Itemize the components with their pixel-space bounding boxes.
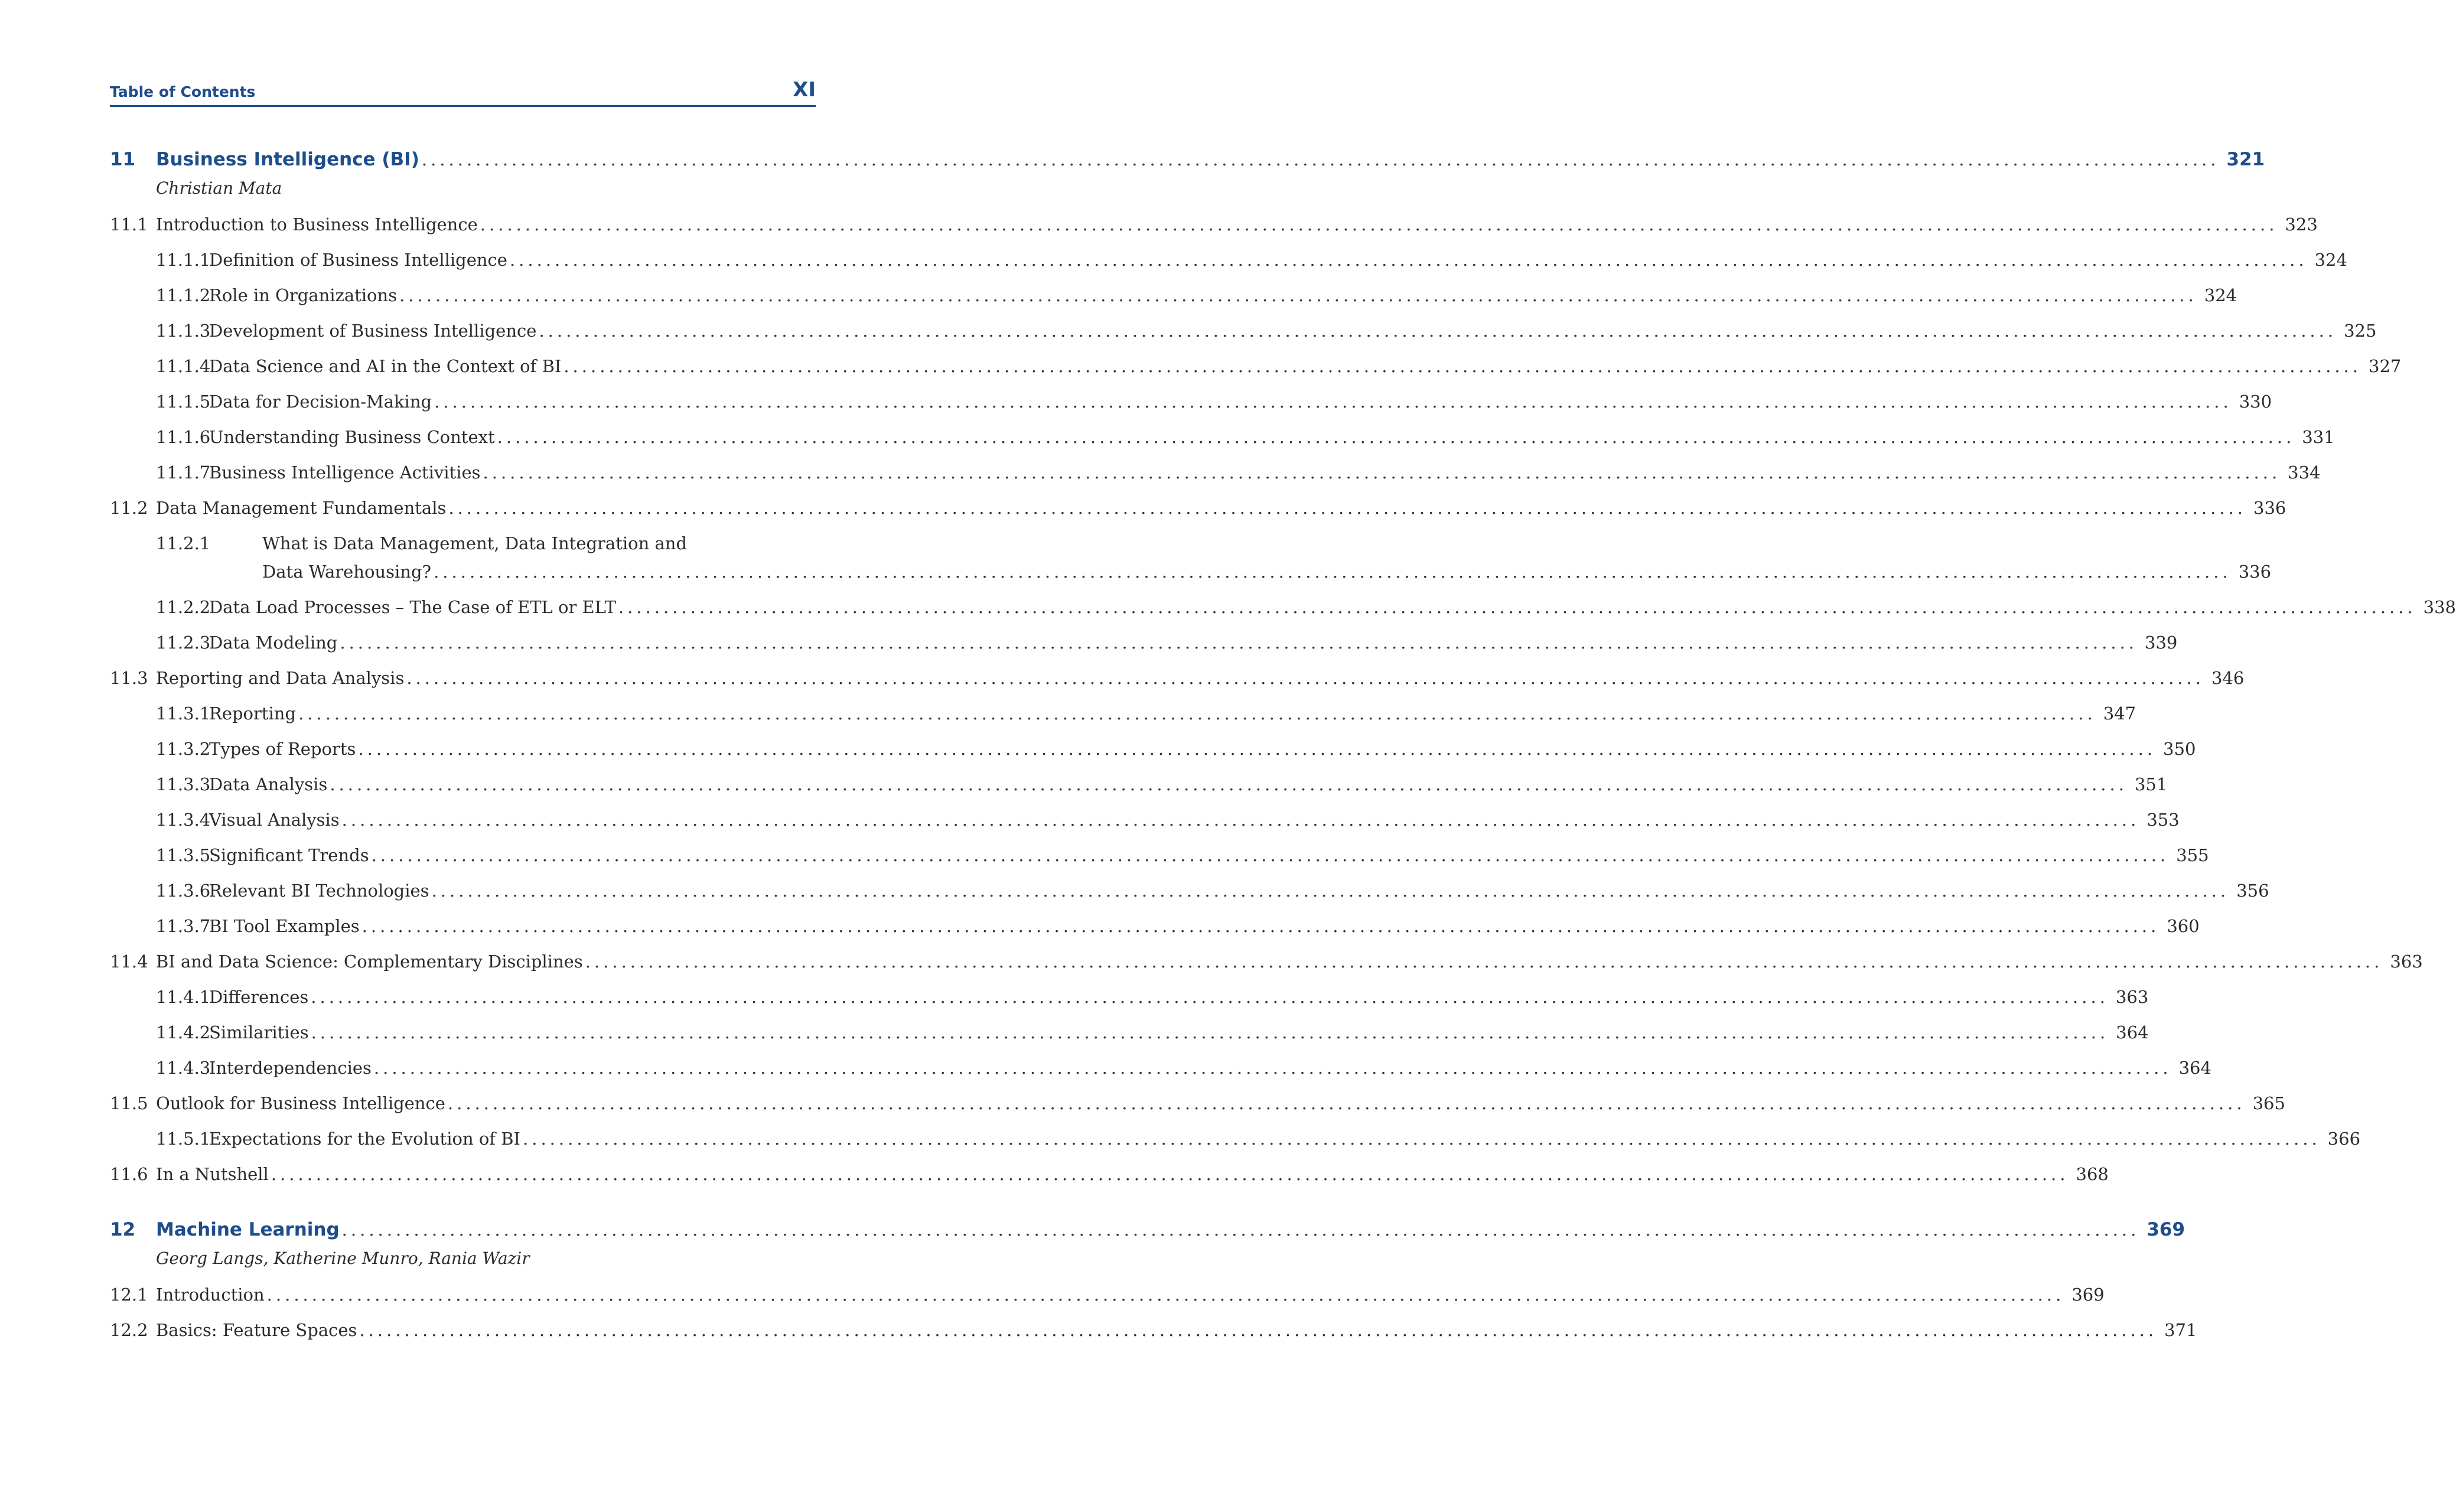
section-title: Data Management Fundamentals xyxy=(156,498,447,518)
section-page-number: 363 xyxy=(2390,951,2423,972)
toc-section-entry[interactable] xyxy=(110,490,2286,526)
section-page-number: 356 xyxy=(2236,881,2269,901)
section-number: 11.3.5 xyxy=(156,845,211,865)
section-page-number: 323 xyxy=(2285,214,2318,234)
dot-leader: ........................................................................................................................................................................................................ xyxy=(341,810,2140,830)
toc-line xyxy=(156,490,2286,526)
section-number: 11.5 xyxy=(110,1093,148,1113)
section-page-number: 365 xyxy=(2252,1093,2285,1113)
section-number: 11.1.5 xyxy=(156,392,211,412)
toc-subsection-entry[interactable] xyxy=(110,419,2335,455)
toc-line xyxy=(209,838,2209,873)
table-of-contents xyxy=(110,142,2456,1348)
section-title: Data Science and AI in the Context of BI xyxy=(209,356,562,376)
dot-leader: ........................................................................................................................................................................................................ xyxy=(399,285,2197,305)
toc-line xyxy=(209,767,2168,802)
section-page-number: 366 xyxy=(2327,1129,2361,1149)
toc-subsection-entry[interactable] xyxy=(110,1121,2361,1156)
section-number: 11.2.1 xyxy=(156,533,211,553)
section-number: 11.3.4 xyxy=(156,810,211,830)
toc-subsection-entry[interactable] xyxy=(110,802,2180,838)
section-title: Relevant BI Technologies xyxy=(209,881,429,901)
toc-line xyxy=(209,242,2347,278)
toc-subsection-entry[interactable] xyxy=(110,979,2149,1015)
section-number: 11.1 xyxy=(110,214,148,234)
dot-leader: ........................................................................................................................................................................................................ xyxy=(618,597,2416,617)
dot-leader: ........................................................................................................................................................................................................ xyxy=(447,1093,2246,1113)
toc-line xyxy=(209,278,2237,313)
section-page-number: 346 xyxy=(2211,668,2245,688)
section-number: 11.1.4 xyxy=(156,356,211,376)
dot-leader: ........................................................................................................................................................................................................ xyxy=(298,703,2096,724)
dot-leader: ........................................................................................................................................................................................................ xyxy=(448,498,2247,518)
dot-leader: ........................................................................................................................................................................................................ xyxy=(330,774,2128,794)
section-title: Data Analysis xyxy=(209,774,328,794)
toc-subsection-entry[interactable] xyxy=(110,384,2272,419)
toc-line xyxy=(209,1121,2361,1156)
dot-leader: ........................................................................................................................................................................................................ xyxy=(480,214,2278,234)
section-title: Introduction to Business Intelligence xyxy=(156,214,478,234)
toc-line xyxy=(156,207,2318,242)
section-number: 11.4.2 xyxy=(156,1022,211,1042)
dot-leader: ........................................................................................................................................................................................................ xyxy=(497,427,2295,447)
toc-section-entry[interactable] xyxy=(110,944,2423,979)
section-title: BI Tool Examples xyxy=(209,916,360,936)
section-title: Definition of Business Intelligence xyxy=(209,250,507,270)
toc-line xyxy=(209,908,2200,944)
section-title: Similarities xyxy=(209,1022,309,1042)
section-title: Business Intelligence Activities xyxy=(209,462,481,483)
dot-leader: ........................................................................................................................................................................................................ xyxy=(431,881,2230,901)
toc-line xyxy=(209,419,2335,455)
section-number: 11.5.1 xyxy=(156,1129,211,1149)
section-page-number: 327 xyxy=(2369,356,2402,376)
toc-subsection-entry[interactable] xyxy=(110,526,2272,589)
dot-leader: ........................................................................................................................................................................................................ xyxy=(434,392,2232,412)
section-page-number: 331 xyxy=(2302,427,2335,447)
section-page-number: 330 xyxy=(2239,392,2272,412)
toc-section-entry[interactable] xyxy=(110,207,2318,242)
toc-subsection-entry[interactable] xyxy=(110,908,2200,944)
section-page-number: 363 xyxy=(2115,987,2149,1007)
toc-subsection-entry[interactable] xyxy=(110,1015,2149,1050)
chapter-page-number: 369 xyxy=(2146,1219,2185,1240)
section-page-number: 371 xyxy=(2164,1320,2197,1340)
section-page-number: 360 xyxy=(2167,916,2200,936)
toc-line xyxy=(209,384,2272,419)
dot-leader: ........................................................................................................................................................................................................ xyxy=(523,1129,2321,1149)
toc-subsection-entry[interactable] xyxy=(110,278,2237,313)
section-title: Outlook for Business Intelligence xyxy=(156,1093,445,1113)
dot-leader: ........................................................................................................................................................................................................ xyxy=(406,668,2204,688)
dot-leader: ........................................................................................................................................................................................................ xyxy=(434,562,2232,582)
section-title: What is Data Management, Data Integration and xyxy=(262,533,688,553)
page-number: XI xyxy=(793,78,816,102)
section-title: Role in Organizations xyxy=(209,285,398,305)
section-number: 11.6 xyxy=(110,1164,148,1184)
toc-line xyxy=(209,455,2321,490)
section-number: 11.3.1 xyxy=(156,703,211,724)
dot-leader: ........................................................................................................................................................................................................ xyxy=(373,1058,2172,1078)
dot-leader: ........................................................................................................................................................................................................ xyxy=(483,462,2281,483)
dot-leader: ........................................................................................................................................................................................................ xyxy=(311,1022,2109,1042)
section-number: 11.1.6 xyxy=(156,427,211,447)
chapter-title: Machine Learning xyxy=(156,1219,340,1240)
section-title: Development of Business Intelligence xyxy=(209,321,537,341)
section-number: 11.3.2 xyxy=(156,739,211,759)
toc-line xyxy=(156,944,2423,979)
section-page-number: 369 xyxy=(2071,1285,2105,1305)
section-title: Differences xyxy=(209,987,309,1007)
section-page-number: 364 xyxy=(2178,1058,2211,1078)
toc-line xyxy=(209,348,2402,384)
section-title: Expectations for the Evolution of BI xyxy=(209,1129,521,1149)
section-page-number: 368 xyxy=(2076,1164,2109,1184)
toc-section-entry[interactable] xyxy=(110,660,2245,696)
toc-section-entry[interactable] xyxy=(110,1312,2197,1348)
section-number: 11.3.7 xyxy=(156,916,211,936)
dot-leader: ........................................................................................................................................................................................................ xyxy=(563,356,2361,376)
dot-leader: ........................................................................................................................................................................................................ xyxy=(266,1285,2065,1305)
section-title: Visual Analysis xyxy=(209,810,340,830)
chapter-page-number: 321 xyxy=(2226,149,2265,170)
section-page-number: 353 xyxy=(2146,810,2180,830)
section-number: 11.1.2 xyxy=(156,285,211,305)
section-number: 11.2.2 xyxy=(156,597,211,617)
section-number: 11.3 xyxy=(110,668,148,688)
dot-leader: ........................................................................................................................................................................................................ xyxy=(359,1320,2158,1340)
dot-leader: ........................................................................................................................................................................................................ xyxy=(539,321,2337,341)
toc-subsection-entry[interactable] xyxy=(110,767,2168,802)
toc-line xyxy=(156,1277,2105,1312)
toc-line xyxy=(209,731,2196,767)
section-page-number: 347 xyxy=(2103,703,2136,724)
section-page-number: 355 xyxy=(2176,845,2209,865)
section-number: 11.2.3 xyxy=(156,633,211,653)
dot-leader: ........................................................................................................................................................................................................ xyxy=(341,1220,2140,1240)
section-title: BI and Data Science: Complementary Disciplines xyxy=(156,951,583,972)
section-title: Types of Reports xyxy=(209,739,356,759)
toc-line xyxy=(209,313,2377,348)
toc-line xyxy=(209,589,2456,625)
toc-line xyxy=(209,625,2178,660)
toc-line xyxy=(209,979,2149,1015)
section-title: Data for Decision-Making xyxy=(209,392,432,412)
section-number: 11.1.3 xyxy=(156,321,211,341)
toc-line xyxy=(209,696,2136,731)
section-page-number: 350 xyxy=(2163,739,2196,759)
toc-subsection-entry[interactable] xyxy=(110,589,2456,625)
dot-leader: ........................................................................................................................................................................................................ xyxy=(371,845,2170,865)
section-number: 11.1.7 xyxy=(156,462,211,483)
dot-leader: ........................................................................................................................................................................................................ xyxy=(358,739,2157,759)
dot-leader: ........................................................................................................................................................................................................ xyxy=(585,951,2383,972)
section-page-number: 336 xyxy=(2253,498,2286,518)
toc-section-entry[interactable] xyxy=(110,1277,2105,1312)
section-page-number: 336 xyxy=(2238,562,2272,582)
toc-subsection-entry[interactable] xyxy=(110,731,2196,767)
toc-chapter-entry[interactable] xyxy=(110,142,2265,178)
section-number: 11.3.6 xyxy=(156,881,211,901)
chapter-number: 12 xyxy=(110,1219,136,1240)
running-header-title: Table of Contents xyxy=(110,83,256,100)
section-page-number: 339 xyxy=(2145,633,2178,653)
toc-subsection-entry[interactable] xyxy=(110,625,2178,660)
section-title: Introduction xyxy=(156,1285,265,1305)
section-number: 11.1.1 xyxy=(156,250,211,270)
section-number: 11.4.3 xyxy=(156,1058,211,1078)
section-page-number: 324 xyxy=(2314,250,2347,270)
chapter-title: Business Intelligence (BI) xyxy=(156,149,419,170)
section-title: Basics: Feature Spaces xyxy=(156,1320,357,1340)
section-title-continued: Data Warehousing? xyxy=(262,562,432,582)
toc-line xyxy=(209,873,2269,908)
chapter-author: Georg Langs, Katherine Munro, Rania Wazir xyxy=(156,1249,530,1268)
section-number: 12.2 xyxy=(110,1320,148,1340)
dot-leader: ........................................................................................................................................................................................................ xyxy=(361,916,2160,936)
toc-section-entry[interactable] xyxy=(110,1156,2109,1192)
section-title: Reporting xyxy=(209,703,297,724)
section-title: Interdependencies xyxy=(209,1058,372,1078)
toc-line xyxy=(156,1212,2185,1247)
toc-line xyxy=(262,554,2272,589)
toc-subsection-entry[interactable] xyxy=(110,873,2269,908)
dot-leader: ........................................................................................................................................................................................................ xyxy=(340,633,2138,653)
toc-subsection-entry[interactable] xyxy=(110,313,2377,348)
chapter-gap xyxy=(110,1192,745,1212)
section-page-number: 334 xyxy=(2288,462,2321,483)
chapter-author: Christian Mata xyxy=(156,178,282,198)
section-title: Data Modeling xyxy=(209,633,338,653)
toc-line xyxy=(156,142,2265,177)
section-title: In a Nutshell xyxy=(156,1164,269,1184)
dot-leader: ........................................................................................................................................................................................................ xyxy=(311,987,2109,1007)
section-page-number: 364 xyxy=(2116,1022,2149,1042)
toc-line xyxy=(156,660,2245,696)
section-title: Significant Trends xyxy=(209,845,369,865)
toc-line xyxy=(209,1015,2149,1050)
section-title: Reporting and Data Analysis xyxy=(156,668,405,688)
toc-subsection-entry[interactable] xyxy=(110,348,2402,384)
toc-line xyxy=(156,1086,2285,1121)
section-number: 11.4 xyxy=(110,951,148,972)
dot-leader: ........................................................................................................................................................................................................ xyxy=(421,149,2220,170)
section-number: 11.4.1 xyxy=(156,987,211,1007)
section-number: 11.2 xyxy=(110,498,148,518)
toc-subsection-entry[interactable] xyxy=(110,838,2209,873)
section-number: 12.1 xyxy=(110,1285,148,1305)
dot-leader: ........................................................................................................................................................................................................ xyxy=(271,1164,2069,1184)
chapter-number: 11 xyxy=(110,149,136,170)
section-title: Understanding Business Context xyxy=(209,427,495,447)
toc-subsection-entry[interactable] xyxy=(110,696,2136,731)
toc-subsection-entry[interactable] xyxy=(110,1050,2211,1086)
section-title: Data Load Processes – The Case of ETL or ELT xyxy=(209,597,616,617)
page-header xyxy=(110,76,816,107)
section-page-number: 351 xyxy=(2134,774,2168,794)
section-page-number: 325 xyxy=(2344,321,2377,341)
toc-chapter-entry[interactable] xyxy=(110,1212,2185,1249)
toc-line xyxy=(209,802,2180,838)
toc-line xyxy=(156,1156,2109,1192)
toc-line xyxy=(209,1050,2211,1086)
toc-subsection-entry[interactable] xyxy=(110,455,2321,490)
toc-line xyxy=(156,1312,2197,1348)
section-page-number: 324 xyxy=(2204,285,2237,305)
toc-subsection-entry[interactable] xyxy=(110,242,2347,278)
section-number: 11.3.3 xyxy=(156,774,211,794)
section-page-number: 338 xyxy=(2423,597,2456,617)
toc-section-entry[interactable] xyxy=(110,1086,2285,1121)
dot-leader: ........................................................................................................................................................................................................ xyxy=(509,250,2308,270)
